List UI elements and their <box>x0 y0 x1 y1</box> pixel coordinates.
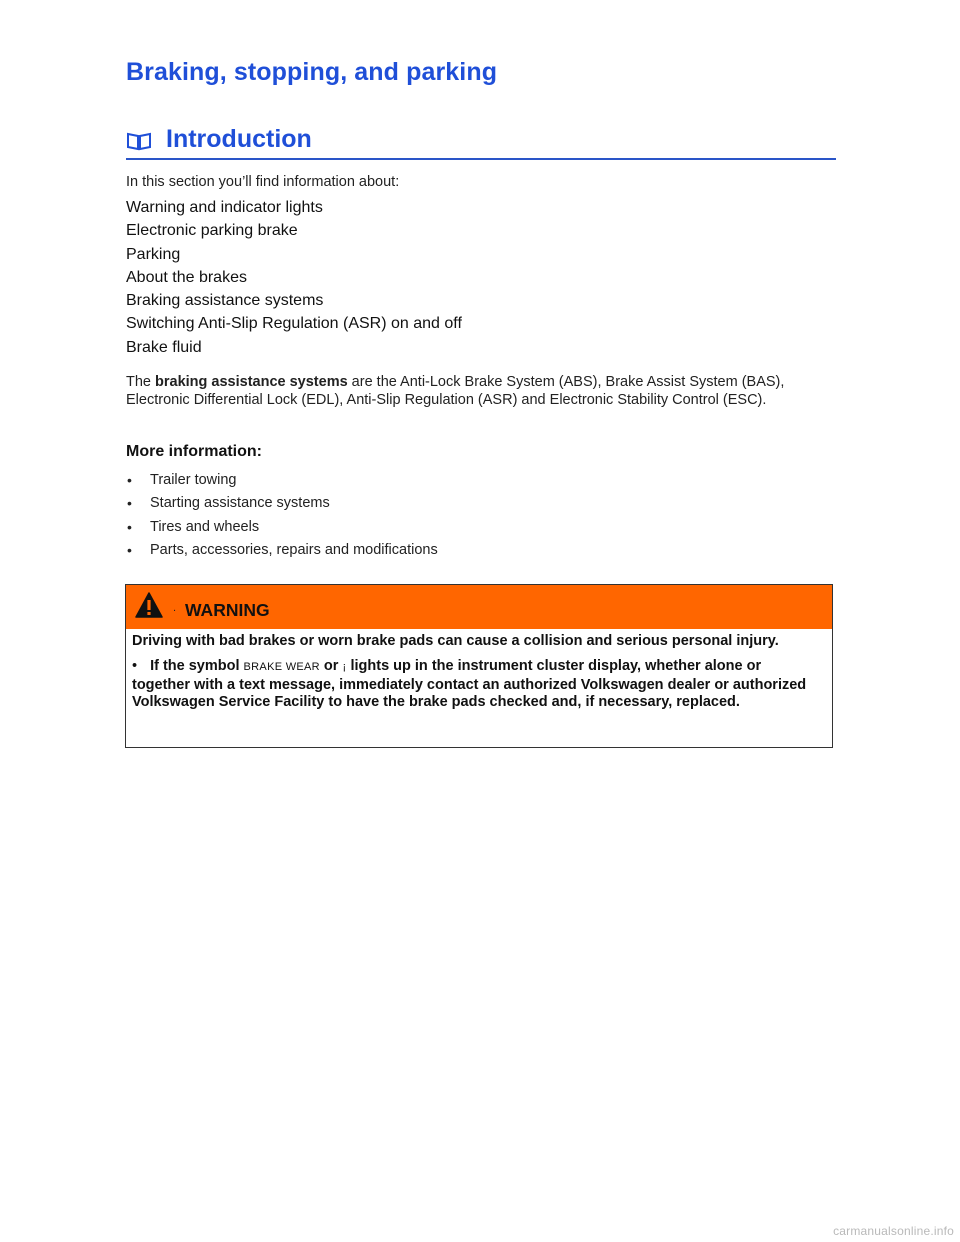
brake-indicator-symbol: ¡ <box>342 660 347 673</box>
list-item-label: Tires and wheels <box>150 518 260 535</box>
list-item-label: Parts, accessories, repairs and modifications <box>150 541 438 558</box>
list-item-label: Starting assistance systems <box>150 495 330 512</box>
topic-link[interactable]: Parking <box>126 245 181 263</box>
list-item[interactable]: • Parts, accessories, repairs and modifications <box>127 541 438 558</box>
page-title: Braking, stopping, and parking <box>126 58 498 86</box>
list-item[interactable]: • Trailer towing <box>127 472 237 488</box>
list-item[interactable]: • Tires and wheels <box>127 518 260 535</box>
brake-wear-symbol: BRAKE WEAR <box>243 660 320 673</box>
warning-box <box>125 584 833 748</box>
section-heading <box>126 124 836 160</box>
list-item-label: Trailer towing <box>150 472 237 488</box>
warning-intro: Driving with bad brakes or worn brake pads can cause a collision and serious personal injury. <box>132 633 779 649</box>
more-information-list <box>126 470 438 563</box>
topic-link[interactable]: About the brakes <box>126 268 247 286</box>
section-title: Introduction <box>166 125 312 153</box>
para-rest: are the Anti-Lock Brake System (ABS), Brake Assist System (BAS), Electronic Differential Lock (EDL), Anti-Slip Regulation (ASR) and Electronic Stability Control (ESC). <box>126 374 785 408</box>
para-prefix: The <box>126 374 156 390</box>
warning-body <box>132 633 822 712</box>
topic-list <box>126 198 462 361</box>
topic-link[interactable]: Electronic parking brake <box>126 222 298 240</box>
footer-watermark: carmanualsonline.info <box>833 1224 954 1238</box>
warning-dot: . <box>173 602 177 614</box>
topic-link[interactable]: Braking assistance systems <box>126 292 324 310</box>
topic-link[interactable]: Switching Anti-Slip Regulation (ASR) on and off <box>126 315 462 333</box>
topic-link[interactable]: Brake fluid <box>126 338 202 356</box>
warning-item-prefix: If the symbol <box>150 657 244 674</box>
braking-systems-paragraph <box>126 374 826 409</box>
warning-label: WARNING <box>185 600 270 620</box>
intro-text: In this section you’ll find information about: <box>126 174 400 190</box>
warning-triangle-icon <box>135 591 163 619</box>
topic-link[interactable]: Warning and indicator lights <box>126 199 323 216</box>
para-bold: braking assistance systems <box>155 374 348 390</box>
more-information-heading: More information: <box>126 443 262 460</box>
book-icon <box>126 131 152 151</box>
list-item[interactable]: • Starting assistance systems <box>127 495 330 512</box>
warning-item-mid: or <box>319 657 343 674</box>
warning-item: • If the symbol BRAKE WEAR or ¡ lights up in the instrument cluster display, whether alone or together with a text message, immediately contact an authorized Volkswagen dealer or authorized Volkswagen Service Facility to have the brake pads checked and, if necessary, replaced. <box>132 657 807 711</box>
warning-header <box>126 585 832 629</box>
warning-item-rest: lights up in the instrument cluster display, whether alone or together with a text message, immediately contact an authorized Volkswagen dealer or authorized Volkswagen Service Facility to have the brake pads checked and, if necessary, replaced. <box>132 657 807 711</box>
